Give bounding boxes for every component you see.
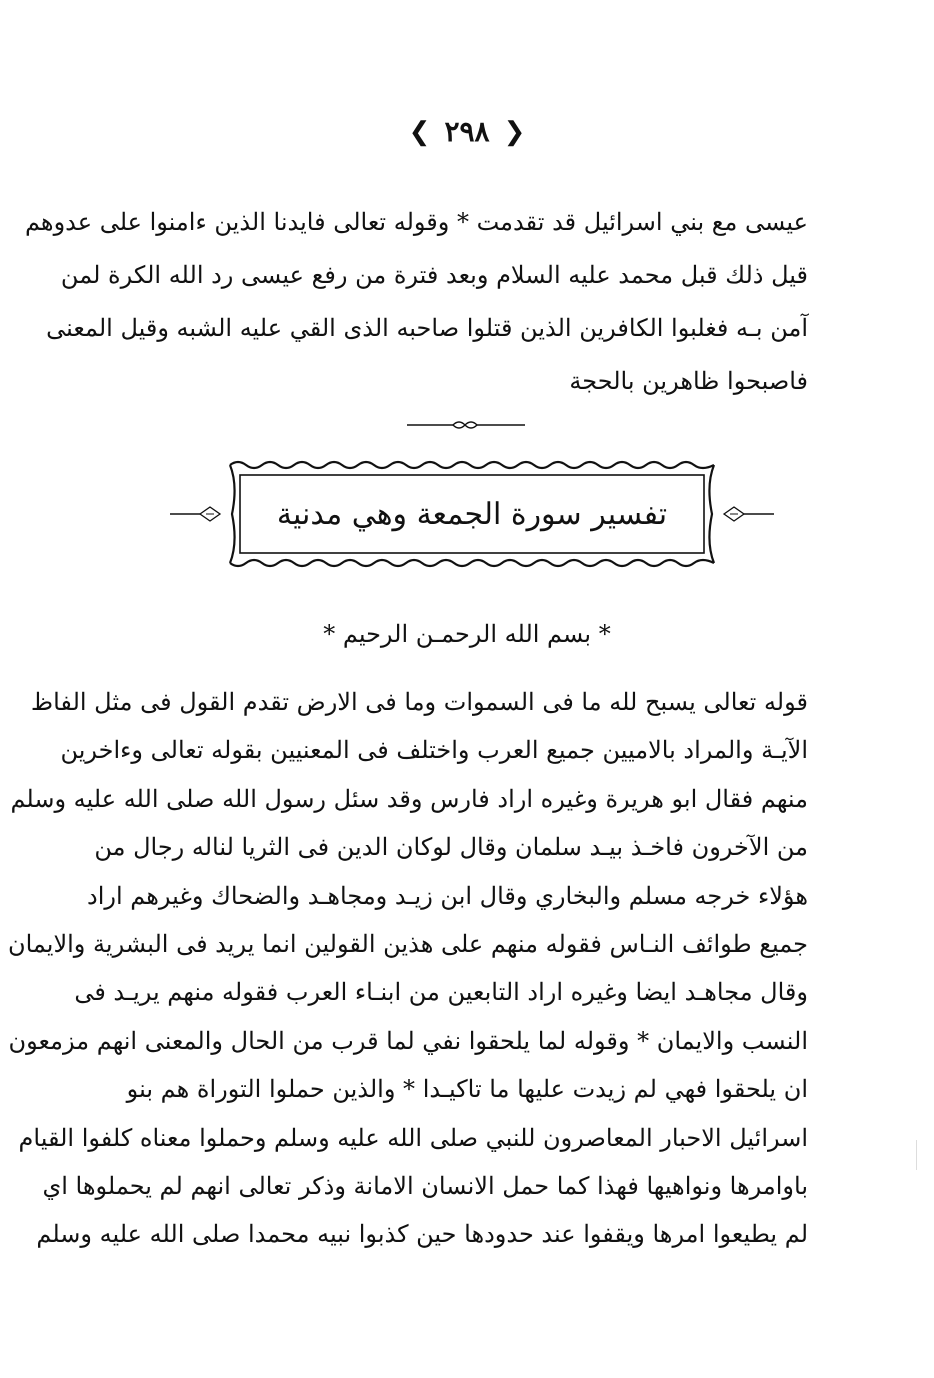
text-line: وقال مجاهـد ايضا وغيره اراد التابعين من ابنـاء العرب فقوله منهم يريـد فى	[74, 978, 808, 1007]
top-paragraph	[24, 196, 808, 408]
text-line: فاصبحوا ظاهرين بالحجة	[569, 367, 808, 395]
text-line: اسرائيل الاحبار المعاصرون للنبي صلى الله عليه وسلم وحملوا معناه كلفوا القيام	[18, 1123, 808, 1152]
text-line: هؤلاء خرجه مسلم والبخاري وقال ابن زيـد ومجاهـد والضحاك وغيرهم اراد	[87, 881, 808, 910]
page-number: ٢٩٨	[444, 115, 490, 148]
basmala: * بسم الله الرحمـن الرحيم *	[323, 620, 611, 648]
text-line: ان يلحقوا فهي لم زيدت عليها ما تاكيـدا * والذين حملوا التوراة هم بنو	[126, 1075, 808, 1104]
text-line: لم يطيعوا امرها ويقفوا عند حدودها حين كذبوا نبيه محمدا صلى الله عليه وسلم	[36, 1220, 808, 1249]
main-paragraph	[7, 678, 808, 1259]
text-line: النسب والايمان * وقوله لما يلحقوا نفي لما قرب من الحال والمعنى انهم مزمعون	[8, 1026, 808, 1055]
leaf-ornament-icon: ❯	[503, 117, 526, 147]
text-line: عيسى مع بني اسرائيل قد تقدمت * وقوله تعالى فايدنا الذين ءامنوا على عدوهم	[24, 208, 808, 236]
side-ornament-icon	[718, 504, 774, 524]
scan-margin-mark	[916, 1140, 917, 1170]
page-header	[0, 112, 934, 152]
text-line: قيل ذلك قبل محمد عليه السلام وبعد فترة من رفع عيسى رد الله الكرة لمن	[60, 261, 808, 289]
divider-ornament-icon	[407, 419, 525, 431]
surah-title: تفسير سورة الجمعة وهي مدنية	[276, 496, 668, 532]
text-line: آمن بـه فغلبوا الكافرين الذين قتلوا صاحبه الذى القي عليه الشبه وقيل المعنى	[46, 314, 808, 342]
text-line: قوله تعالى يسبح لله ما فى السموات وما فى الارض تقدم القول فى مثل الفاظ	[30, 688, 808, 716]
side-ornament-icon	[170, 504, 226, 524]
text-line: باوامرها ونواهيها فهذا كما حمل الانسان الامانة وذكر تعالى انهم لم يحملوها اي	[42, 1171, 808, 1200]
surah-title-cartouche	[170, 455, 774, 573]
text-line: من الآخرون فاخـذ بيـد سلمان وقال لوكان الدين فى الثريا لناله رجال من	[94, 833, 808, 862]
text-line: الآيـة والمراد بالاميين جميع العرب واختلف فى المعنيين بقوله تعالى وءاخرين	[60, 736, 808, 765]
text-line: جميع طوائف النـاس فقوله منهم على هذين القولين انما يريد فى البشرية والايمان	[7, 929, 808, 958]
leaf-ornament-icon: ❮	[408, 117, 431, 147]
text-line: منهم فقال ابو هريرة وغيره اراد فارس وقد سئل رسول الله صلى الله عليه وسلم	[10, 784, 808, 813]
